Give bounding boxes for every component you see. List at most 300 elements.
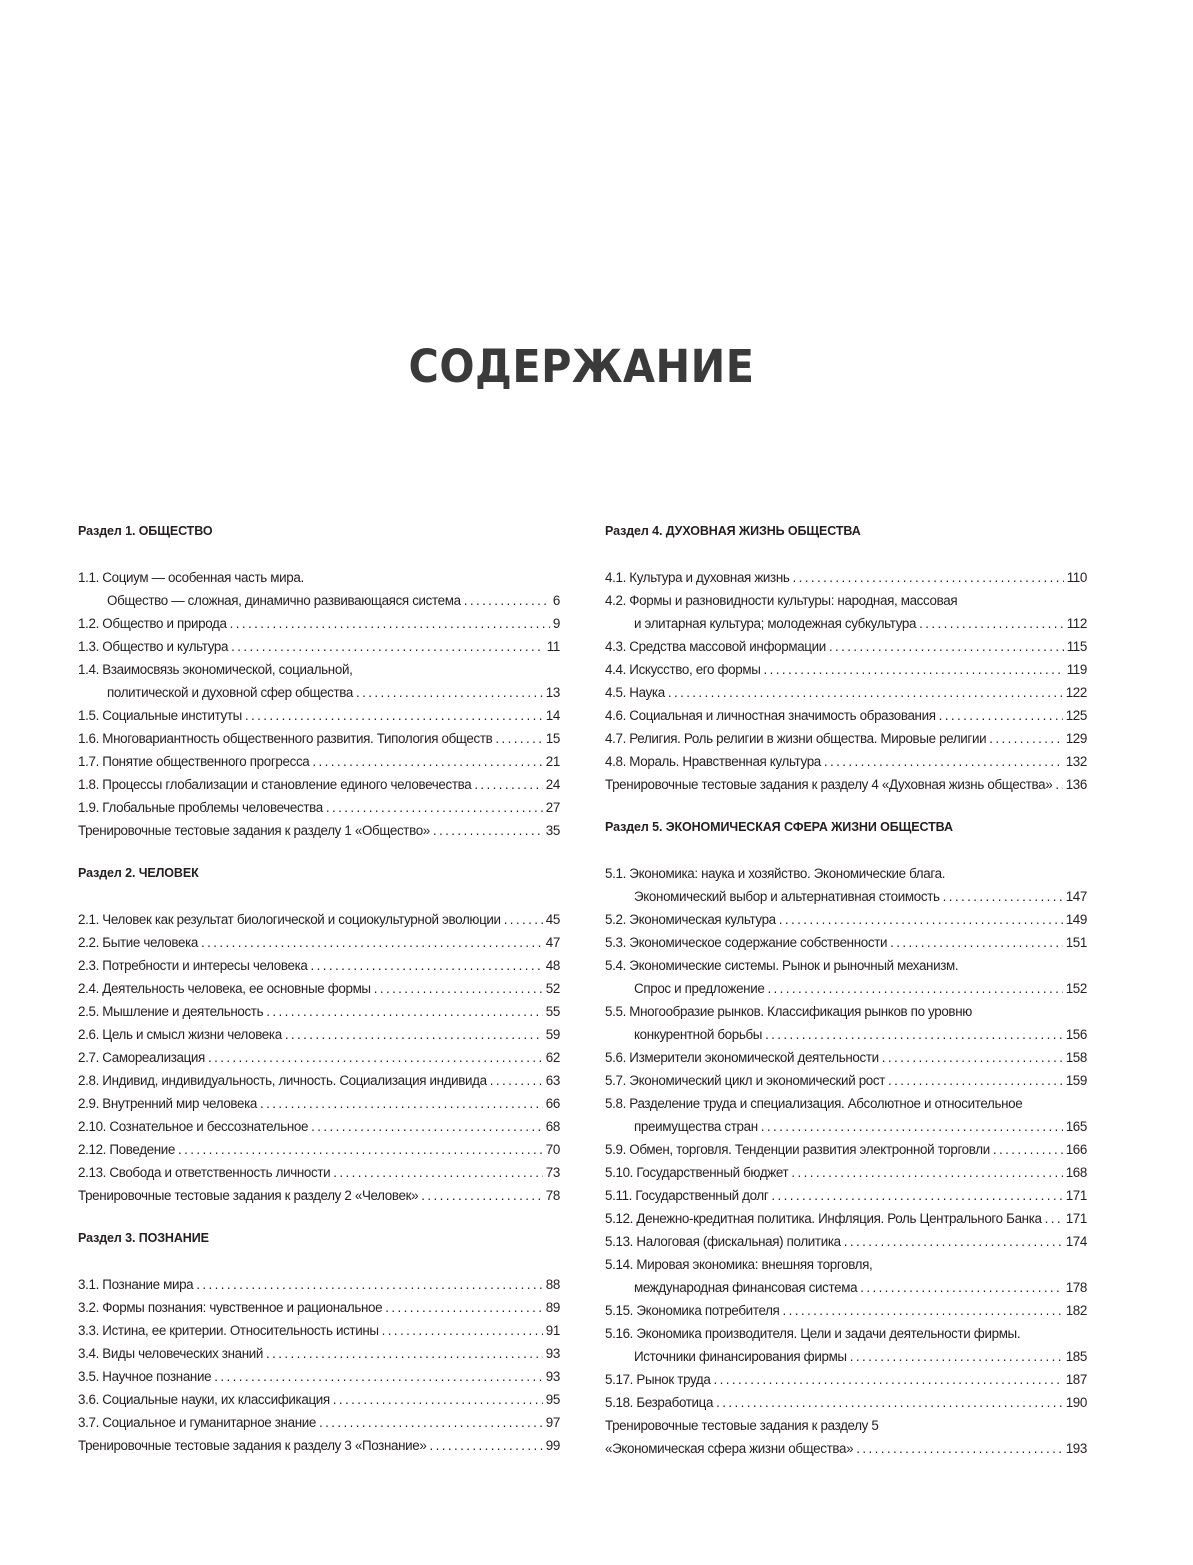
toc-entry-title: 1.5. Социальные институты — [78, 708, 242, 723]
toc-page-number: 171 — [1065, 1211, 1087, 1226]
toc-entry-line — [605, 1000, 1087, 1023]
toc-entry[interactable] — [605, 773, 1087, 796]
toc-page-number: 21 — [545, 754, 560, 769]
toc-leader-dots — [311, 954, 543, 977]
toc-entry[interactable] — [78, 1138, 560, 1161]
toc-entry-title: 5.17. Рынок труда — [605, 1372, 711, 1387]
toc-entry-title: Спрос и предложение — [634, 981, 765, 996]
toc-entry-title: 1.2. Общество и природа — [78, 616, 227, 631]
toc-leader-dots — [326, 796, 543, 819]
toc-entry-line — [78, 1388, 560, 1411]
toc-entry-title: 2.7. Самореализация — [78, 1050, 205, 1065]
toc-entry-title: Тренировочные тестовые задания к разделу 1 «Общество» — [78, 823, 430, 838]
toc-entry-line — [78, 1184, 560, 1207]
toc-entry[interactable] — [605, 566, 1087, 589]
toc-entry-title: 4.1. Культура и духовная жизнь — [605, 570, 790, 585]
toc-page-number: 73 — [545, 1165, 560, 1180]
toc-entry[interactable] — [78, 658, 560, 704]
toc-entry-line — [78, 773, 560, 796]
toc-entry-title: 5.11. Государственный долг — [605, 1188, 769, 1203]
toc-entry-title: 5.9. Обмен, торговля. Тенденции развития электронной торговли — [605, 1142, 990, 1157]
toc-entry-line — [78, 931, 560, 954]
toc-entry-line — [78, 796, 560, 819]
toc-entry-line — [605, 1345, 1087, 1368]
toc-leader-dots — [793, 566, 1064, 589]
toc-leader-dots — [882, 1046, 1063, 1069]
toc-entry-title: 4.6. Социальная и личностная значимость образования — [605, 708, 936, 723]
toc-leader-dots — [433, 819, 543, 842]
toc-entry-title: 3.3. Истина, ее критерии. Относительность истины — [78, 1323, 379, 1338]
toc-leader-dots — [939, 704, 1063, 727]
toc-page-number: 11 — [546, 639, 560, 654]
toc-entry[interactable] — [605, 681, 1087, 704]
toc-entry[interactable] — [78, 1342, 560, 1365]
toc-entry-line — [605, 727, 1087, 750]
toc-section — [78, 520, 560, 842]
toc-entry[interactable] — [78, 1092, 560, 1115]
toc-entry-title: 1.1. Социум — особенная часть мира. — [78, 570, 304, 585]
toc-page-number: 119 — [1066, 662, 1087, 677]
toc-page-number: 88 — [545, 1277, 560, 1292]
toc-entry[interactable] — [605, 1138, 1087, 1161]
toc-entry-title: 2.12. Поведение — [78, 1142, 176, 1157]
toc-entry-line — [605, 1092, 1087, 1115]
toc-entry[interactable] — [78, 1046, 560, 1069]
toc-leader-dots — [312, 750, 542, 773]
toc-entry-line — [605, 1207, 1087, 1230]
toc-entry-title: 4.5. Наука — [605, 685, 665, 700]
toc-entry-line — [605, 566, 1087, 589]
toc-entry-line — [605, 977, 1087, 1000]
toc-entry-line — [78, 1319, 560, 1342]
toc-entry-title: 3.5. Научное познание — [78, 1369, 212, 1384]
toc-entry-line — [605, 862, 1087, 885]
toc-right-column — [605, 520, 1087, 1480]
toc-entry-line — [78, 977, 560, 1000]
toc-page-number: 99 — [545, 1438, 560, 1453]
toc-leader-dots — [1055, 773, 1062, 796]
toc-entry-line — [78, 704, 560, 727]
toc-entry[interactable] — [78, 612, 560, 635]
toc-entry[interactable] — [605, 727, 1087, 750]
toc-section — [605, 520, 1087, 796]
toc-entry-line — [605, 954, 1087, 977]
toc-entry-line — [78, 1138, 560, 1161]
toc-page-number: 187 — [1065, 1372, 1087, 1387]
toc-entry-line — [78, 566, 560, 589]
toc-leader-dots — [850, 1345, 1063, 1368]
toc-entry-line — [605, 612, 1087, 635]
toc-leader-dots — [888, 1069, 1063, 1092]
toc-entry-line — [78, 1365, 560, 1388]
toc-entry-title: 3.1. Познание мира — [78, 1277, 194, 1292]
toc-entry[interactable] — [78, 1388, 560, 1411]
toc-page-number: 149 — [1065, 912, 1087, 927]
toc-leader-dots — [421, 1184, 543, 1207]
toc-entry-line — [78, 1273, 560, 1296]
toc-entry[interactable] — [605, 589, 1087, 635]
toc-entry[interactable] — [605, 862, 1087, 908]
toc-page-number: 156 — [1065, 1027, 1087, 1042]
toc-leader-dots — [490, 1069, 543, 1092]
toc-leader-dots — [311, 1115, 543, 1138]
toc-entry-title: 2.1. Человек как результат биологической и социокультурной эволюции — [78, 912, 501, 927]
toc-entry-title: 1.3. Общество и культура — [78, 639, 229, 654]
toc-entry[interactable] — [78, 977, 560, 1000]
toc-entry-title: 5.3. Экономическое содержание собственности — [605, 935, 888, 950]
toc-entry[interactable] — [78, 566, 560, 612]
toc-entry-line — [78, 1434, 560, 1457]
toc-entry[interactable] — [78, 1319, 560, 1342]
toc-page-number: 47 — [545, 935, 560, 950]
toc-leader-dots — [333, 1388, 543, 1411]
toc-entry-title: 1.9. Глобальные проблемы человечества — [78, 800, 323, 815]
toc-page-number: 171 — [1065, 1188, 1087, 1203]
toc-entry-line — [78, 1069, 560, 1092]
toc-page-number: 115 — [1066, 639, 1087, 654]
toc-entry-title: 4.4. Искусство, его формы — [605, 662, 761, 677]
toc-leader-dots — [829, 635, 1064, 658]
toc-entry-line — [605, 704, 1087, 727]
toc-page-number: 14 — [545, 708, 560, 723]
toc-page-number: 13 — [545, 685, 560, 700]
toc-leader-dots — [333, 1161, 543, 1184]
toc-leader-dots — [231, 635, 544, 658]
toc-page-number: 110 — [1066, 570, 1087, 585]
toc-page-number: 174 — [1065, 1234, 1087, 1249]
toc-page-number: 9 — [552, 616, 560, 631]
toc-page-number: 91 — [545, 1323, 560, 1338]
toc-entry-line — [78, 1115, 560, 1138]
toc-entry-line — [78, 1092, 560, 1115]
toc-entry[interactable] — [605, 1230, 1087, 1253]
toc-leader-dots — [779, 908, 1063, 931]
toc-entry-title: 5.14. Мировая экономика: внешняя торговля, — [605, 1257, 873, 1272]
toc-entry-line — [78, 1342, 560, 1365]
toc-page-number: 78 — [545, 1188, 560, 1203]
toc-left-column — [78, 520, 560, 1477]
toc-entry-title: Тренировочные тестовые задания к разделу 5 — [605, 1418, 879, 1433]
toc-list — [78, 1273, 560, 1457]
toc-page-number: 95 — [545, 1392, 560, 1407]
toc-entry-title: 3.4. Виды человеческих знаний — [78, 1346, 264, 1361]
toc-entry-line — [605, 1115, 1087, 1138]
toc-leader-dots — [890, 931, 1063, 954]
toc-entry[interactable] — [78, 1000, 560, 1023]
toc-leader-dots — [382, 1319, 543, 1342]
toc-entry-title: Тренировочные тестовые задания к разделу 4 «Духовная жизнь общества» — [605, 777, 1053, 792]
toc-entry-line — [78, 1000, 560, 1023]
toc-page-number: 166 — [1065, 1142, 1087, 1157]
toc-entry-title: «Экономическая сфера жизни общества» — [605, 1441, 854, 1456]
section-heading: Раздел 5. ЭКОНОМИЧЕСКАЯ СФЕРА ЖИЗНИ ОБЩЕСТВА — [605, 820, 953, 834]
toc-entry-line — [78, 658, 560, 681]
toc-leader-dots — [844, 1230, 1063, 1253]
toc-entry-title: 4.8. Мораль. Нравственная культура — [605, 754, 821, 769]
toc-leader-dots — [761, 1115, 1063, 1138]
toc-page-number: 132 — [1065, 754, 1087, 769]
toc-entry[interactable] — [605, 1184, 1087, 1207]
toc-leader-dots — [429, 1434, 542, 1457]
toc-entry-title: 2.8. Индивид, индивидуальность, личность. Социализация индивида — [78, 1073, 487, 1088]
toc-leader-dots — [1045, 1207, 1063, 1230]
toc-entry[interactable] — [78, 727, 560, 750]
toc-page-number: 151 — [1065, 935, 1087, 950]
toc-entry[interactable] — [605, 1322, 1087, 1368]
toc-entry-line — [78, 612, 560, 635]
toc-leader-dots — [989, 727, 1063, 750]
toc-page-number: 35 — [545, 823, 560, 838]
toc-entry-title: 2.9. Внутренний мир человека — [78, 1096, 258, 1111]
toc-list — [605, 566, 1087, 796]
toc-leader-dots — [196, 1273, 543, 1296]
toc-leader-dots — [374, 977, 543, 1000]
toc-entry-line — [605, 1322, 1087, 1345]
toc-page-number: 112 — [1066, 616, 1087, 631]
toc-entry-title: 5.10. Государственный бюджет — [605, 1165, 789, 1180]
toc-leader-dots — [319, 1411, 543, 1434]
toc-page-number: 66 — [545, 1096, 560, 1111]
toc-leader-dots — [765, 1023, 1063, 1046]
toc-entry-line — [605, 1253, 1087, 1276]
toc-entry-line — [605, 1138, 1087, 1161]
toc-entry-title: 4.7. Религия. Роль религии в жизни общества. Мировые религии — [605, 731, 987, 746]
toc-entry[interactable] — [78, 819, 560, 842]
toc-entry-title: 5.13. Налоговая (фискальная) политика — [605, 1234, 841, 1249]
toc-leader-dots — [260, 1092, 543, 1115]
toc-entry[interactable] — [605, 931, 1087, 954]
toc-leader-dots — [771, 1184, 1062, 1207]
toc-entry[interactable] — [78, 1115, 560, 1138]
toc-page-number: 93 — [545, 1346, 560, 1361]
toc-entry[interactable] — [78, 1184, 560, 1207]
toc-leader-dots — [767, 977, 1062, 1000]
toc-page-number: 59 — [545, 1027, 560, 1042]
toc-entry-title: 2.5. Мышление и деятельность — [78, 1004, 264, 1019]
toc-entry[interactable] — [78, 1296, 560, 1319]
toc-page-number: 6 — [552, 593, 560, 608]
toc-entry-line — [78, 819, 560, 842]
toc-entry-line — [605, 1161, 1087, 1184]
toc-entry[interactable] — [605, 1000, 1087, 1046]
toc-leader-dots — [504, 908, 543, 931]
toc-entry[interactable] — [605, 750, 1087, 773]
toc-entry-title: Общество — сложная, динамично развивающаяся система — [107, 593, 461, 608]
toc-page-number: 27 — [545, 800, 560, 815]
toc-entry-line — [605, 1184, 1087, 1207]
toc-entry[interactable] — [78, 1023, 560, 1046]
section-heading: Раздел 4. ДУХОВНАЯ ЖИЗНЬ ОБЩЕСТВА — [605, 524, 861, 538]
toc-entry-line — [605, 1414, 1087, 1437]
toc-page-number: 63 — [545, 1073, 560, 1088]
toc-page-number: 159 — [1065, 1073, 1087, 1088]
toc-entry-title: 4.3. Средства массовой информации — [605, 639, 826, 654]
toc-leader-dots — [214, 1365, 543, 1388]
toc-entry-title: 2.6. Цель и смысл жизни человека — [78, 1027, 282, 1042]
toc-entry-title: 3.2. Формы познания: чувственное и рациональное — [78, 1300, 383, 1315]
toc-leader-dots — [668, 681, 1063, 704]
toc-page-number: 93 — [545, 1369, 560, 1384]
page-title: СОДЕРЖАНИЕ — [408, 340, 755, 393]
toc-entry-title: Тренировочные тестовые задания к разделу 2 «Человек» — [78, 1188, 419, 1203]
toc-page-number: 15 — [545, 731, 560, 746]
toc-entry[interactable] — [605, 1161, 1087, 1184]
toc-page-number: 182 — [1065, 1303, 1087, 1318]
toc-leader-dots — [860, 1276, 1063, 1299]
toc-entry-line — [605, 1437, 1087, 1460]
toc-entry-title: 5.7. Экономический цикл и экономический рост — [605, 1073, 886, 1088]
toc-page-number: 55 — [545, 1004, 560, 1019]
toc-entry[interactable] — [605, 1299, 1087, 1322]
toc-entry-title: 5.4. Экономические системы. Рынок и рыночный механизм. — [605, 958, 959, 973]
toc-entry-line — [605, 658, 1087, 681]
toc-entry[interactable] — [78, 1069, 560, 1092]
toc-entry[interactable] — [78, 773, 560, 796]
toc-entry-line — [605, 1276, 1087, 1299]
toc-leader-dots — [245, 704, 543, 727]
toc-entry-title: 5.16. Экономика производителя. Цели и задачи деятельности фирмы. — [605, 1326, 1021, 1341]
toc-entry-title: 2.4. Деятельность человека, ее основные формы — [78, 981, 371, 996]
toc-entry-line — [78, 589, 560, 612]
toc-entry-line — [605, 885, 1087, 908]
toc-entry-title: 5.15. Экономика потребителя — [605, 1303, 780, 1318]
toc-page-number: 168 — [1065, 1165, 1087, 1180]
toc-page-number: 178 — [1065, 1280, 1087, 1295]
toc-leader-dots — [178, 1138, 543, 1161]
toc-entry-title: 5.18. Безработица — [605, 1395, 714, 1410]
toc-entry-title: политической и духовной сфер общества — [107, 685, 353, 700]
toc-entry-title: преимущества стран — [634, 1119, 758, 1134]
toc-entry[interactable] — [78, 954, 560, 977]
toc-entry-title: 1.4. Взаимосвязь экономической, социальной, — [78, 662, 353, 677]
toc-entry[interactable] — [605, 1069, 1087, 1092]
toc-list — [78, 908, 560, 1207]
toc-page-number: 62 — [545, 1050, 560, 1065]
toc-leader-dots — [208, 1046, 543, 1069]
toc-entry[interactable] — [605, 1391, 1087, 1414]
toc-entry[interactable] — [605, 1092, 1087, 1138]
toc-entry[interactable] — [78, 750, 560, 773]
toc-entry-line — [605, 589, 1087, 612]
toc-page-number: 97 — [545, 1415, 560, 1430]
toc-page-number: 193 — [1065, 1441, 1087, 1456]
toc-entry-line — [605, 1391, 1087, 1414]
toc-entry-title: Экономический выбор и альтернативная стоимость — [634, 889, 940, 904]
toc-leader-dots — [464, 589, 550, 612]
toc-entry-title: 5.12. Денежно-кредитная политика. Инфляция. Роль Центрального Банка — [605, 1211, 1042, 1226]
toc-entry-title: 1.7. Понятие общественного прогресса — [78, 754, 310, 769]
toc-entry[interactable] — [78, 796, 560, 819]
toc-entry-line — [78, 727, 560, 750]
toc-leader-dots — [993, 1138, 1063, 1161]
toc-entry-line — [78, 1023, 560, 1046]
toc-entry[interactable] — [78, 931, 560, 954]
toc-entry-line — [78, 954, 560, 977]
toc-entry-title: 3.7. Социальное и гуманитарное знание — [78, 1415, 316, 1430]
toc-entry[interactable] — [605, 704, 1087, 727]
toc-section — [605, 816, 1087, 1460]
toc-entry-title: международная финансовая система — [634, 1280, 858, 1295]
toc-entry[interactable] — [78, 1434, 560, 1457]
section-heading: Раздел 1. ОБЩЕСТВО — [78, 524, 213, 538]
toc-entry-line — [605, 1069, 1087, 1092]
toc-page-number: 190 — [1065, 1395, 1087, 1410]
toc-list — [78, 566, 560, 842]
toc-entry-line — [78, 750, 560, 773]
toc-entry-line — [605, 681, 1087, 704]
toc-entry[interactable] — [78, 1411, 560, 1434]
toc-page-number: 136 — [1065, 777, 1087, 792]
toc-entry-title: 4.2. Формы и разновидности культуры: народная, массовая — [605, 593, 958, 608]
toc-leader-dots — [919, 612, 1064, 635]
toc-entry[interactable] — [605, 1046, 1087, 1069]
toc-page-number: 70 — [545, 1142, 560, 1157]
toc-entry[interactable] — [78, 704, 560, 727]
toc-entry-title: 2.10. Сознательное и бессознательное — [78, 1119, 309, 1134]
toc-entry-title: 5.1. Экономика: наука и хозяйство. Экономические блага. — [605, 866, 946, 881]
toc-entry[interactable] — [78, 1365, 560, 1388]
toc-entry-title: 5.5. Многообразие рынков. Классификация рынков по уровню — [605, 1004, 972, 1019]
toc-leader-dots — [266, 1342, 543, 1365]
toc-entry[interactable] — [78, 908, 560, 931]
toc-entry[interactable] — [78, 635, 560, 658]
toc-entry-title: 1.8. Процессы глобализации и становление единого человечества — [78, 777, 472, 792]
toc-leader-dots — [791, 1161, 1062, 1184]
toc-entry-line — [78, 1046, 560, 1069]
toc-entry[interactable] — [78, 1273, 560, 1296]
toc-entry[interactable] — [605, 1414, 1087, 1460]
toc-leader-dots — [266, 1000, 543, 1023]
toc-leader-dots — [474, 773, 542, 796]
toc-page-number: 52 — [545, 981, 560, 996]
toc-entry[interactable] — [605, 658, 1087, 681]
toc-leader-dots — [356, 681, 543, 704]
toc-entry-line — [605, 635, 1087, 658]
toc-leader-dots — [285, 1023, 543, 1046]
toc-entry[interactable] — [605, 954, 1087, 1000]
toc-entry[interactable] — [605, 1253, 1087, 1299]
toc-entry-line — [605, 1299, 1087, 1322]
toc-entry-title: и элитарная культура; молодежная субкультура — [634, 616, 917, 631]
toc-leader-dots — [201, 931, 543, 954]
toc-page-number: 152 — [1065, 981, 1087, 996]
toc-leader-dots — [716, 1391, 1063, 1414]
toc-entry-line — [605, 750, 1087, 773]
toc-page-number: 122 — [1065, 685, 1087, 700]
toc-leader-dots — [230, 612, 550, 635]
toc-list — [605, 862, 1087, 1460]
toc-entry-line — [605, 908, 1087, 931]
toc-leader-dots — [824, 750, 1063, 773]
toc-entry-line — [78, 1296, 560, 1319]
section-heading: Раздел 2. ЧЕЛОВЕК — [78, 866, 199, 880]
toc-entry-line — [605, 1368, 1087, 1391]
toc-entry-line — [78, 908, 560, 931]
toc-entry-title: Тренировочные тестовые задания к разделу 3 «Познание» — [78, 1438, 427, 1453]
toc-entry[interactable] — [78, 1161, 560, 1184]
toc-entry-title: 3.6. Социальные науки, их классификация — [78, 1392, 330, 1407]
toc-entry[interactable] — [605, 1207, 1087, 1230]
toc-entry-line — [78, 1161, 560, 1184]
toc-page-number: 45 — [545, 912, 560, 927]
toc-page-number: 68 — [545, 1119, 560, 1134]
toc-leader-dots — [764, 658, 1064, 681]
toc-entry[interactable] — [605, 635, 1087, 658]
toc-entry-title: 5.6. Измерители экономической деятельности — [605, 1050, 879, 1065]
toc-entry[interactable] — [605, 908, 1087, 931]
toc-entry[interactable] — [605, 1368, 1087, 1391]
toc-page-number: 48 — [545, 958, 560, 973]
